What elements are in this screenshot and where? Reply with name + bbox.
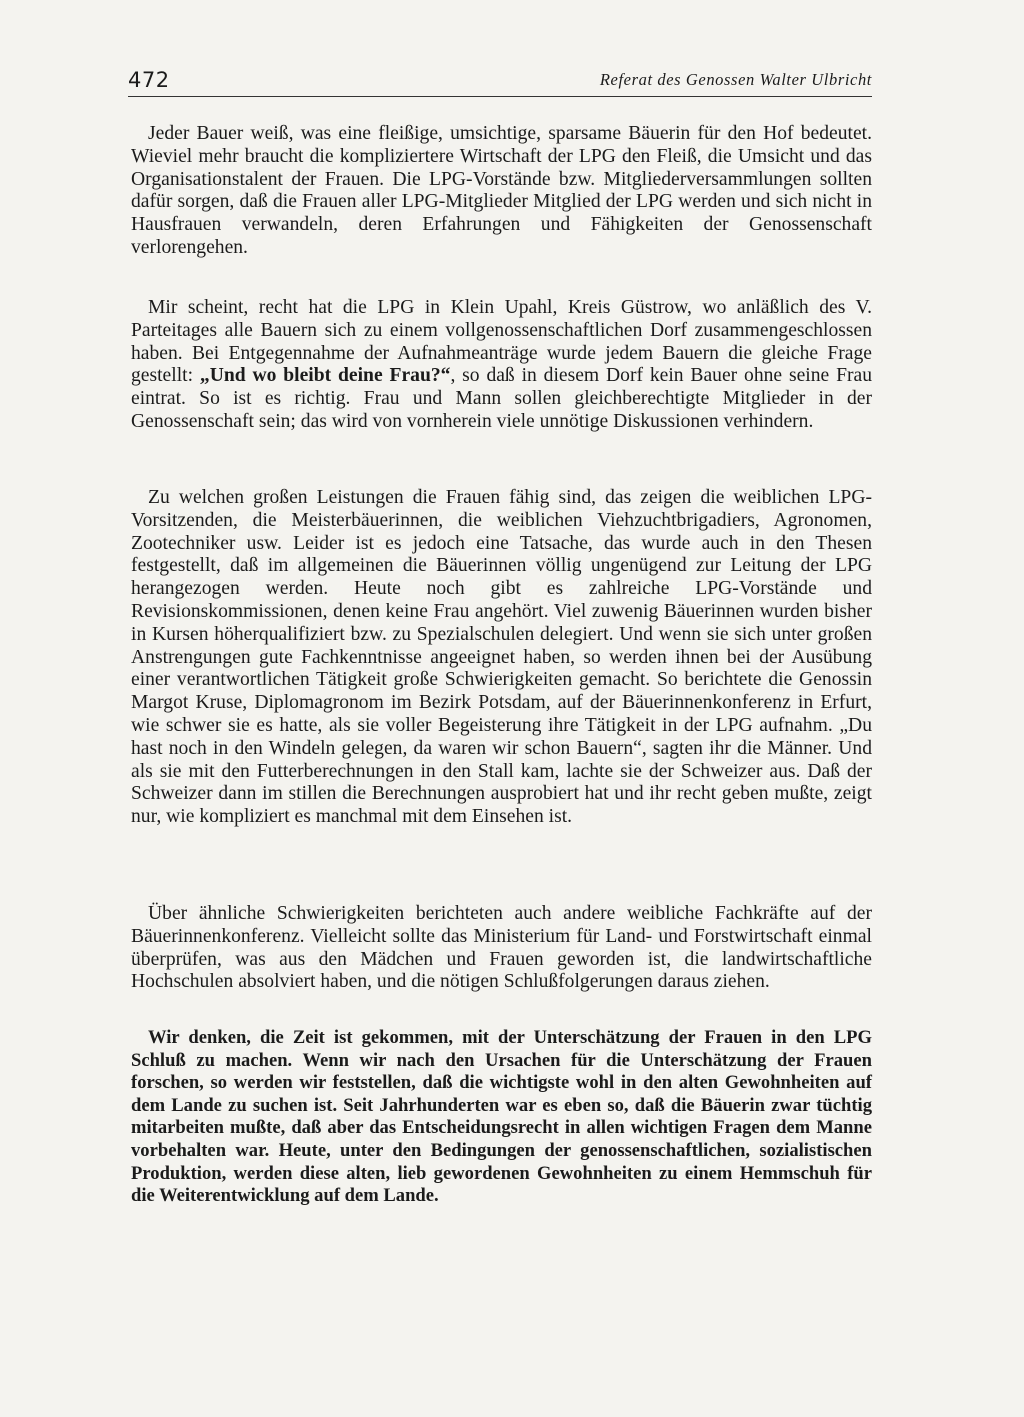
paragraph-2-quote: „Und wo bleibt deine Frau?“: [199, 365, 451, 387]
running-head: Referat des Genossen Walter Ulbricht: [599, 70, 872, 89]
paragraph-2-text-before: Mir scheint, recht hat die LPG in Klein Upahl, Kreis Güstrow, wo anläßlich des V. Parteitages alle Bauern sich zu einem vollgenossenschaftlichen Dorf zusammengeschlossen haben. Bei Entgegennahme der Aufnahmeanträge wurde jedem Bauern die gleiche Frage gestellt:: [131, 297, 872, 387]
paragraph-4: Über ähnliche Schwierigkeiten berichteten auch andere weibliche Fachkräfte auf der Bäuerinnenkonferenz. Vielleicht sollte das Ministerium für Land- und Forstwirtschaft einmal überprüfen, was aus den Mädchen und Frauen geworden ist, die landwirtschaftliche Hochschulen absolviert haben, und die nötigen Schlußfolgerungen daraus ziehen.: [131, 903, 872, 993]
page-number: 472: [128, 68, 170, 92]
page-header: [128, 62, 872, 97]
paragraph-2-text-after: , so daß in diesem Dorf kein Bauer ohne seine Frau eintrat. So ist es richtig. Frau und Mann sollen gleichberechtigte Mitglieder in der Genossenschaft sein; das wird von vornherein viele unnötige Diskussionen verhindern.: [131, 365, 872, 432]
paragraph-5-bold: Wir denken, die Zeit ist gekommen, mit der Unterschätzung der Frauen in den LPG Schluß zu machen. Wenn wir nach den Ursachen für die Unterschätzung der Frauen forschen, so werden wir feststellen, daß die wichtigste wohl in den alten Gewohnheiten auf dem Lande zu suchen ist. Seit Jahrhunderten war es eben so, daß die Bäuerin zwar tüchtig mitarbeiten mußte, daß aber das Entscheidungsrecht in allen wichtigen Fragen dem Manne vorbehalten war. Heute, unter den Bedingungen der genossenschaftlichen, sozialistischen Produktion, werden diese alten, lieb gewordenen Gewohnheiten zu einem Hemmschuh für die Weiterentwicklung auf dem Lande.: [131, 1027, 872, 1207]
paragraph-2: [131, 297, 872, 434]
paragraph-3: Zu welchen großen Leistungen die Frauen fähig sind, das zeigen die weiblichen LPG-Vorsitzenden, die Meisterbäuerinnen, die weiblichen Viehzuchtbrigadiers, Agronomen, Zootechniker usw. Leider ist es jedoch eine Tatsache, das wurde auch in den Thesen festgestellt, daß im allgemeinen die Bäuerinnen völlig ungenügend zur Leitung der LPG herangezogen werden. Heute noch gibt es zahlreiche LPG-Vorstände und Revisionskommissionen, denen keine Frau angehört. Viel zuwenig Bäuerinnen wurden bisher in Kursen höherqualifiziert bzw. zu Spezialschulen delegiert. Und wenn sie sich unter großen Anstrengungen gute Fachkenntnisse angeeignet haben, so werden ihnen bei der Ausübung einer verantwortlichen Tätigkeit große Schwierigkeiten gemacht. So berichtete die Genossin Margot Kruse, Diplomagronom im Bezirk Potsdam, auf der Bäuerinnenkonferenz in Erfurt, wie schwer sie es hatte, als sie voller Begeisterung ihre Tätigkeit in der LPG aufnahm. „Du hast noch in den Windeln gelegen, da waren wir schon Bauern“, sagten ihr die Männer. Und als sie mit den Futterberechnungen in den Stall kam, lachte sie der Schweizer aus. Daß der Schweizer dann im stillen die Berechnungen ausprobiert hat und ihr recht geben mußte, zeigt nur, wie kompliziert es manchmal mit dem Einsehen ist.: [131, 487, 872, 828]
paragraph-1: Jeder Bauer weiß, was eine fleißige, umsichtige, sparsame Bäuerin für den Hof bedeutet. Wieviel mehr braucht die kompliziertere Wirtschaft der LPG den Fleiß, die Umsicht und das Organisationstalent der Frauen. Die LPG-Vorstände bzw. Mitgliederversammlungen sollten dafür sorgen, daß die Frauen aller LPG-Mitglieder Mitglied der LPG werden und sich nicht in Hausfrauen verwandeln, deren Erfahrungen und Fähigkeiten der Genossenschaft verlorengehen.: [131, 123, 872, 258]
